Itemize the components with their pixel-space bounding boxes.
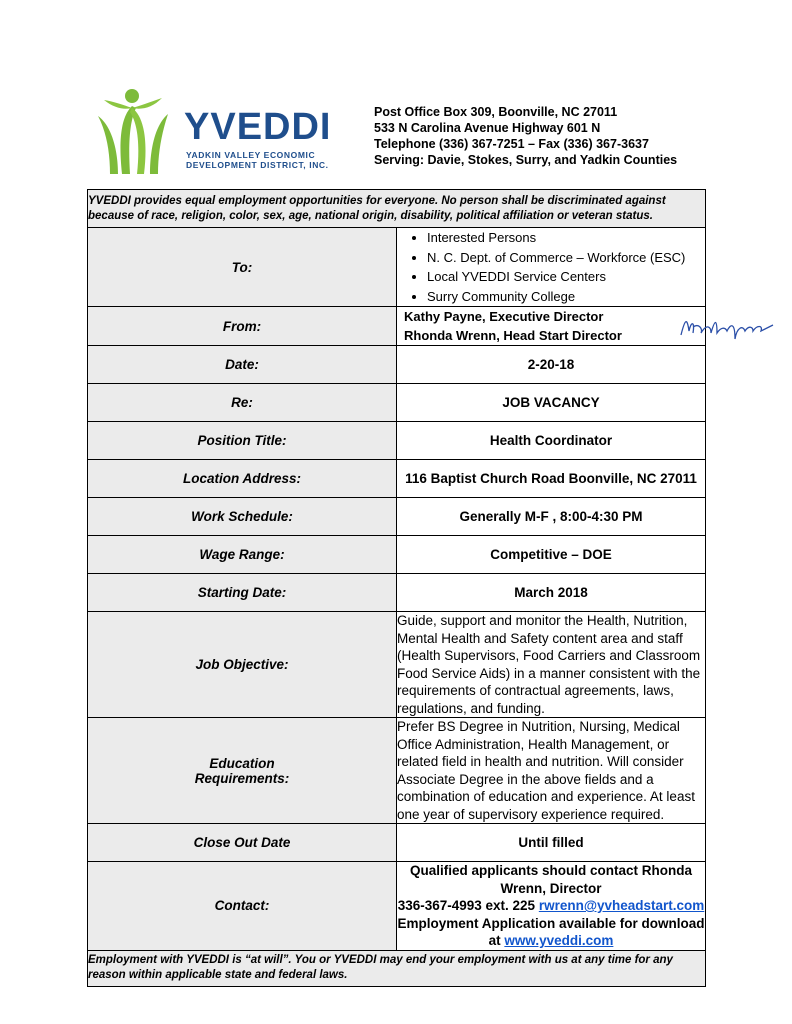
address-block <box>374 104 677 168</box>
equal-opportunity-notice: YVEDDI provides equal employment opportunities for everyone. No person shall be discriminated against because of race, religion, color, sex, age, national origin, disability, political affiliation or veteran status. <box>88 190 706 228</box>
logo-subtitle-line-1: YADKIN VALLEY ECONOMIC <box>186 150 316 160</box>
to-recipients <box>397 228 706 307</box>
from-line-2: Rhonda Wrenn, Head Start Director <box>404 328 622 343</box>
email-link[interactable]: rwrenn@yvheadstart.com <box>538 898 705 913</box>
from-label: From: <box>88 307 397 346</box>
education-value: Prefer BS Degree in Nutrition, Nursing, Medical Office Administration, Health Management, or related field in health and nutrition. Will consider Associate Degree in the above fields and a combination of education and experience. At least one year of supervisory experience required. <box>397 718 706 824</box>
logo-subtitle-line-2: DEVELOPMENT DISTRICT, INC. <box>186 160 329 170</box>
job-vacancy-table <box>87 189 706 987</box>
wage-range-value: Competitive – DOE <box>397 536 706 574</box>
location-value: 116 Baptist Church Road Boonville, NC 27011 <box>397 460 706 498</box>
position-title-value: Health Coordinator <box>397 422 706 460</box>
location-label: Location Address: <box>88 460 397 498</box>
yveddi-logo <box>92 86 332 176</box>
application-text: Employment Application available for download at <box>397 915 705 948</box>
re-value: JOB VACANCY <box>397 384 706 422</box>
recipient-item: • Surry Community College <box>427 287 705 307</box>
leaf-figure-icon <box>92 86 182 176</box>
website-link[interactable]: www.yveddi.com <box>504 933 614 948</box>
from-value <box>397 307 706 346</box>
job-objective-label: Job Objective: <box>88 612 397 718</box>
close-out-date-value: Until filled <box>397 824 706 862</box>
work-schedule-value: Generally M-F , 8:00-4:30 PM <box>397 498 706 536</box>
address-line: Post Office Box 309, Boonville, NC 27011 <box>374 105 618 119</box>
job-objective-value: Guide, support and monitor the Health, Nutrition, Mental Health and Safety content area and staff (Health Supervisors, Food Carriers and Classroom Food Service Aids) in a manner consistent with the requirements of contractual agreements, laws, regulations, and funding. <box>397 612 706 718</box>
contact-phone: 336-367-4993 ext. 225 <box>397 898 539 913</box>
contact-line-2 <box>397 897 705 915</box>
address-line: Telephone (336) 367-7251 – Fax (336) 367-3637 <box>374 137 649 151</box>
contact-line-3 <box>397 915 705 950</box>
logo-subtitle <box>186 150 329 170</box>
starting-date-label: Starting Date: <box>88 574 397 612</box>
at-will-notice: Employment with YVEDDI is “at will”. You or YVEDDI may end your employment with us at any time for any reason within applicable state and federal laws. <box>88 950 706 986</box>
to-label: To: <box>88 228 397 307</box>
starting-date-value: March 2018 <box>397 574 706 612</box>
address-line: 533 N Carolina Avenue Highway 601 N <box>374 121 601 135</box>
recipient-item: • N. C. Dept. of Commerce – Workforce (ESC) <box>427 248 705 268</box>
close-out-date-label: Close Out Date <box>88 824 397 862</box>
work-schedule-label: Work Schedule: <box>88 498 397 536</box>
recipient-item: • Local YVEDDI Service Centers <box>427 267 705 287</box>
wage-range-label: Wage Range: <box>88 536 397 574</box>
from-line-1: Kathy Payne, Executive Director <box>404 309 604 324</box>
contact-line-1: Qualified applicants should contact Rhonda Wrenn, Director <box>409 863 693 896</box>
address-line: Serving: Davie, Stokes, Surry, and Yadkin Counties <box>374 153 678 167</box>
logo-name: YVEDDI <box>184 106 332 148</box>
date-label: Date: <box>88 346 397 384</box>
re-label: Re: <box>88 384 397 422</box>
date-value: 2-20-18 <box>397 346 706 384</box>
contact-label: Contact: <box>88 862 397 951</box>
signature-image <box>677 313 777 343</box>
recipient-item: • Interested Persons <box>427 228 705 248</box>
education-label-line-1: Education <box>209 755 275 771</box>
contact-value <box>397 862 706 951</box>
position-title-label: Position Title: <box>88 422 397 460</box>
education-label-line-2: Requirements: <box>194 770 290 786</box>
education-label <box>88 718 397 824</box>
